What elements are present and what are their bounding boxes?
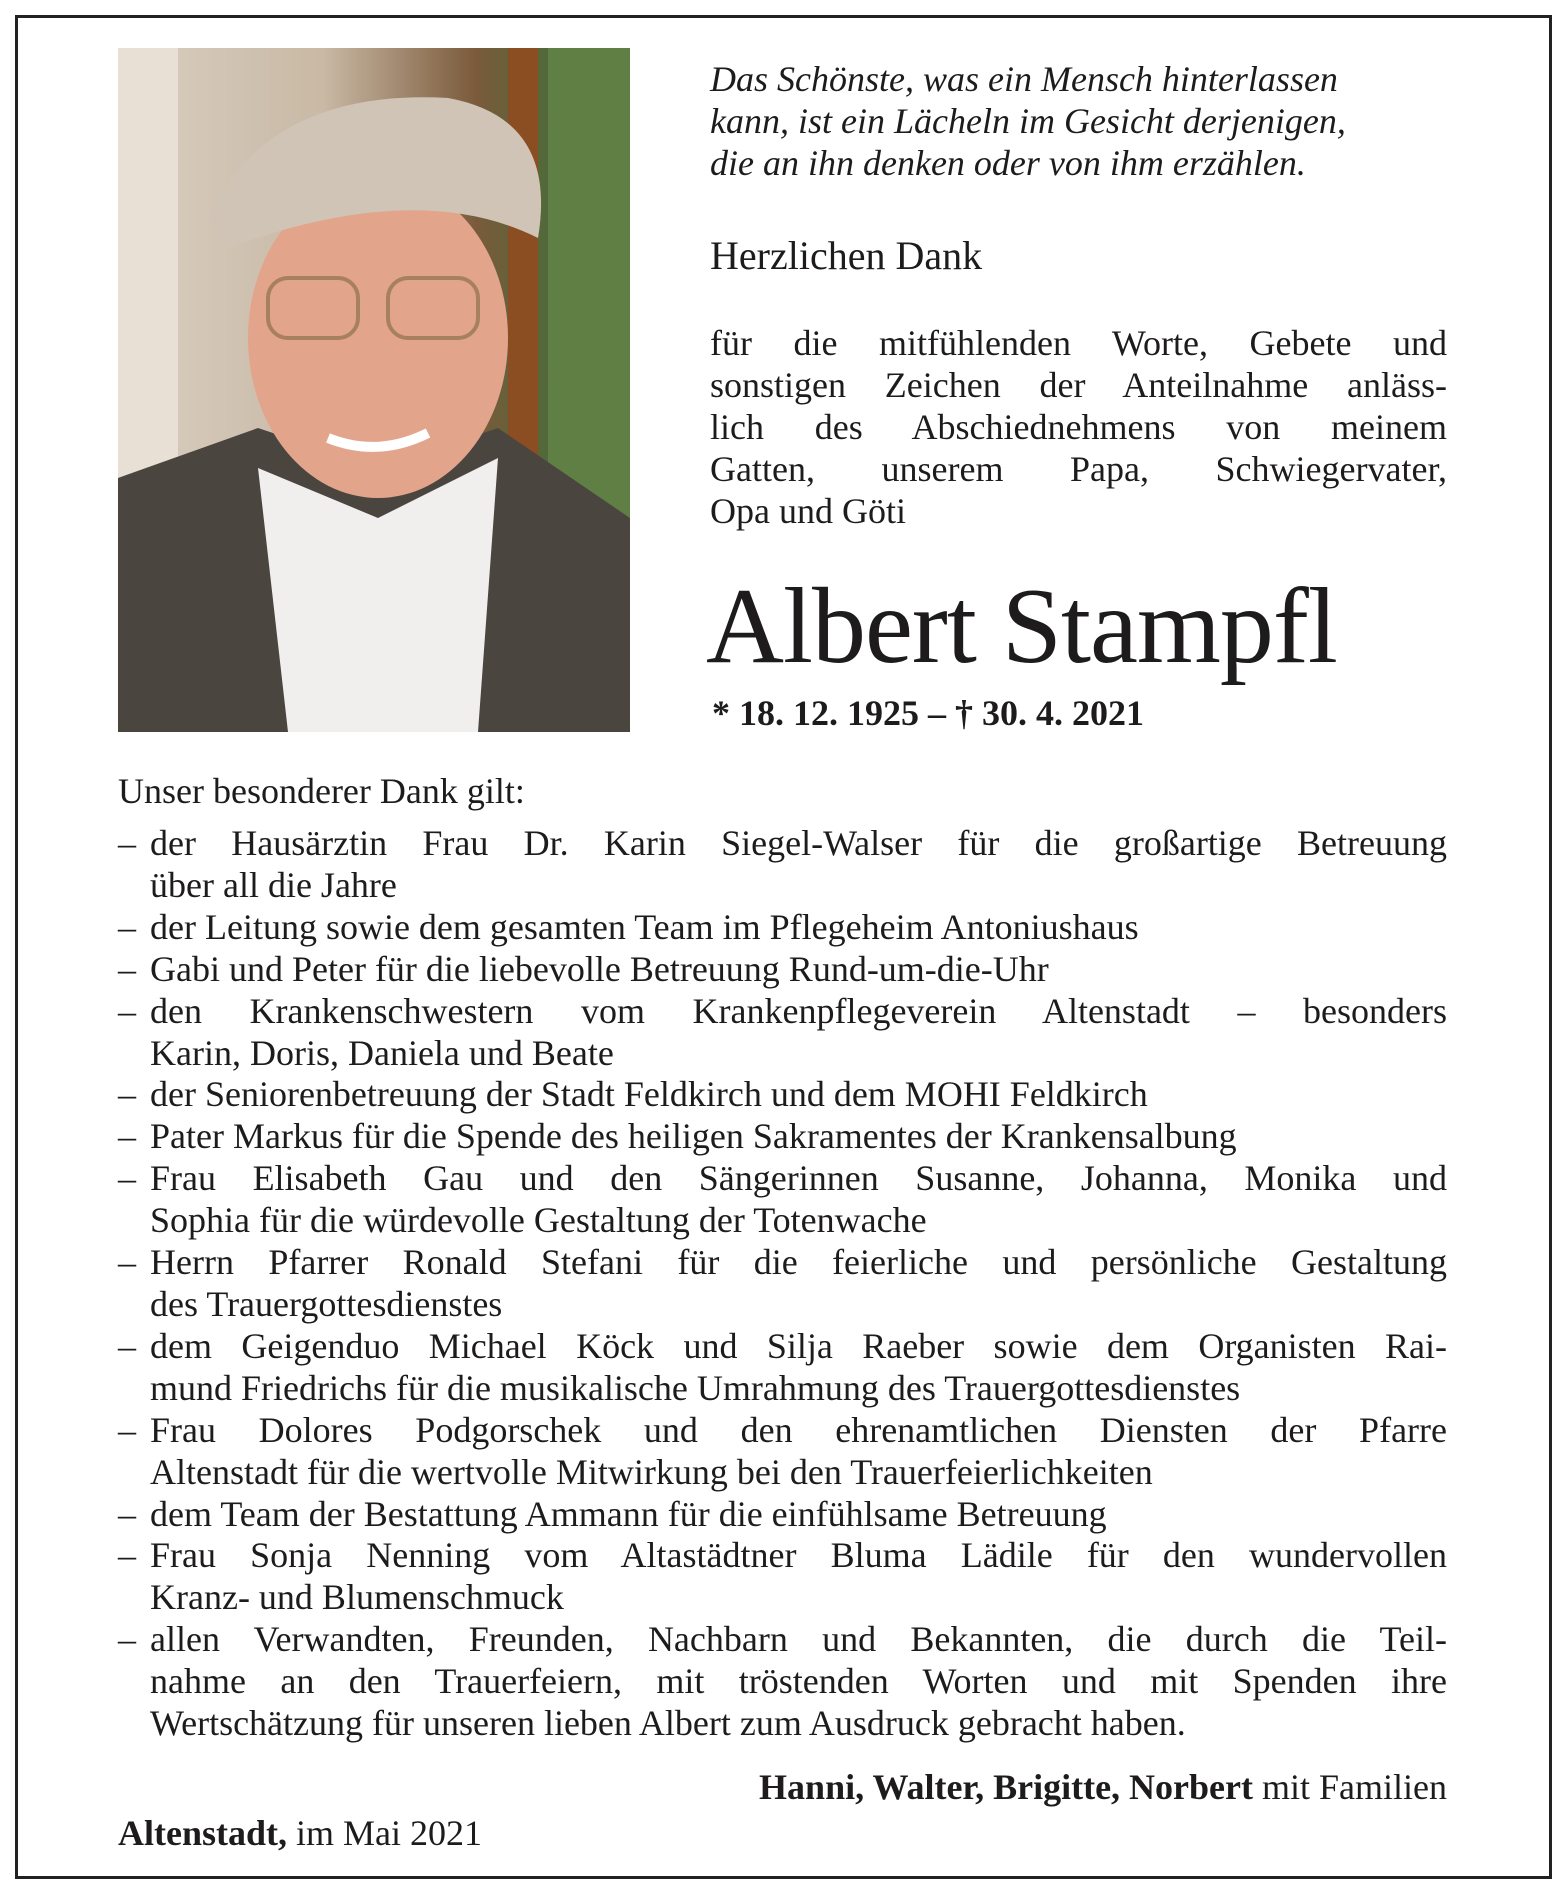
list-item-line: dem Geigenduo Michael Köck und Silja Raeber sowie dem Organisten Rai- bbox=[150, 1325, 1447, 1366]
quote bbox=[710, 58, 1346, 184]
list-item-line: allen Verwandten, Freunden, Nachbarn und Bekannten, die durch die Teil- bbox=[150, 1619, 1447, 1660]
list-item bbox=[118, 949, 1447, 991]
list-item bbox=[118, 823, 1447, 907]
list-item bbox=[118, 1116, 1447, 1158]
list-item-line: dem Team der Bestattung Ammann für die einfühlsame Betreuung bbox=[150, 1493, 1107, 1534]
list-dash: – bbox=[118, 906, 136, 947]
list-item bbox=[118, 1158, 1447, 1242]
list-item bbox=[118, 907, 1447, 949]
list-item bbox=[118, 1074, 1447, 1116]
list-dash: – bbox=[118, 1535, 136, 1576]
list-item bbox=[118, 1619, 1447, 1745]
list-dash: – bbox=[118, 1409, 136, 1450]
list-item-line: der Leitung sowie dem gesamten Team im Pflegeheim Antoniushaus bbox=[150, 906, 1139, 947]
list-dash: – bbox=[118, 823, 136, 863]
deceased-name: Albert Stampfl bbox=[706, 567, 1337, 686]
list-item-line: Altenstadt für die wertvolle Mitwirkung bei den Trauerfeierlichkeiten bbox=[150, 1451, 1153, 1492]
portrait-photo bbox=[118, 48, 630, 732]
quote-line: kann, ist ein Lächeln im Gesicht derjenigen, bbox=[710, 101, 1346, 141]
place-town: Altenstadt, bbox=[118, 1813, 287, 1853]
list-item-line: Herrn Pfarrer Ronald Stefani für die feierliche und persönliche Gestaltung bbox=[150, 1242, 1447, 1283]
list-dash: – bbox=[118, 990, 136, 1031]
list-item-line: mund Friedrichs für die musikalische Umrahmung des Trauergottesdienstes bbox=[150, 1367, 1241, 1408]
list-item bbox=[118, 1326, 1447, 1410]
signature-names: Hanni, Walter, Brigitte, Norbert bbox=[759, 1767, 1253, 1807]
list-item-line: Karin, Doris, Daniela und Beate bbox=[150, 1032, 614, 1073]
list-dash: – bbox=[118, 1116, 136, 1157]
list-dash: – bbox=[118, 948, 136, 989]
list-item-line: der Seniorenbetreuung der Stadt Feldkirch und dem MOHI Feldkirch bbox=[150, 1074, 1148, 1115]
list-item-line: des Trauergottesdienstes bbox=[150, 1283, 503, 1324]
thanks-intro: Unser besonderer Dank gilt: bbox=[118, 771, 525, 811]
list-item-line: Wertschätzung für unseren lieben Albert zum Ausdruck gebracht haben. bbox=[150, 1703, 1186, 1744]
quote-line: Das Schönste, was ein Mensch hinterlassen bbox=[710, 59, 1338, 99]
list-dash: – bbox=[118, 1619, 136, 1660]
paragraph-line: lich des Abschiednehmens von meinem bbox=[710, 407, 1447, 447]
list-item-line: den Krankenschwestern vom Krankenpflegeverein Altenstadt – besonders bbox=[150, 990, 1447, 1031]
list-item-line: Frau Dolores Podgorschek und den ehrenamtlichen Diensten der Pfarre bbox=[150, 1409, 1447, 1450]
place-date-text: im Mai 2021 bbox=[287, 1813, 482, 1853]
paragraph-line: Gatten, unserem Papa, Schwiegervater, bbox=[710, 449, 1447, 489]
list-item bbox=[118, 1410, 1447, 1494]
life-dates: * 18. 12. 1925 – † 30. 4. 2021 bbox=[712, 693, 1144, 733]
thanks-heading: Herzlichen Dank bbox=[710, 233, 983, 278]
paragraph-line: sonstigen Zeichen der Anteilnahme anläss- bbox=[710, 365, 1447, 405]
list-item bbox=[118, 1242, 1447, 1326]
signature-suffix: mit Familien bbox=[1253, 1767, 1447, 1807]
list-item-line: Pater Markus für die Spende des heiligen Sakramentes der Krankensalbung bbox=[150, 1116, 1237, 1157]
list-item-line: Frau Elisabeth Gau und den Sängerinnen Susanne, Johanna, Monika und bbox=[150, 1158, 1447, 1199]
list-item bbox=[118, 991, 1447, 1075]
thanks-paragraph bbox=[710, 322, 1447, 532]
list-dash: – bbox=[118, 1325, 136, 1366]
thanks-list bbox=[118, 823, 1447, 1745]
list-item-line: nahme an den Trauerfeiern, mit tröstenden Worten und mit Spenden ihre bbox=[150, 1661, 1447, 1702]
quote-line: die an ihn denken oder von ihm erzählen. bbox=[710, 143, 1306, 183]
paragraph-line: Opa und Göti bbox=[710, 491, 906, 531]
list-dash: – bbox=[118, 1158, 136, 1199]
list-item bbox=[118, 1535, 1447, 1619]
signature bbox=[759, 1766, 1447, 1808]
list-item-line: über all die Jahre bbox=[150, 864, 397, 905]
list-dash: – bbox=[118, 1074, 136, 1115]
list-dash: – bbox=[118, 1493, 136, 1534]
list-item-line: Sophia für die würdevolle Gestaltung der Totenwache bbox=[150, 1200, 927, 1241]
list-item-line: der Hausärztin Frau Dr. Karin Siegel-Walser für die großartige Betreuung bbox=[150, 823, 1447, 863]
paragraph-line: für die mitfühlenden Worte, Gebete und bbox=[710, 323, 1447, 363]
list-item-line: Kranz- und Blumenschmuck bbox=[150, 1577, 564, 1618]
list-item-line: Frau Sonja Nenning vom Altastädtner Bluma Lädile für den wundervollen bbox=[150, 1535, 1447, 1576]
list-item-line: Gabi und Peter für die liebevolle Betreuung Rund-um-die-Uhr bbox=[150, 948, 1049, 989]
place-date bbox=[118, 1812, 482, 1854]
list-item bbox=[118, 1494, 1447, 1536]
list-dash: – bbox=[118, 1242, 136, 1283]
